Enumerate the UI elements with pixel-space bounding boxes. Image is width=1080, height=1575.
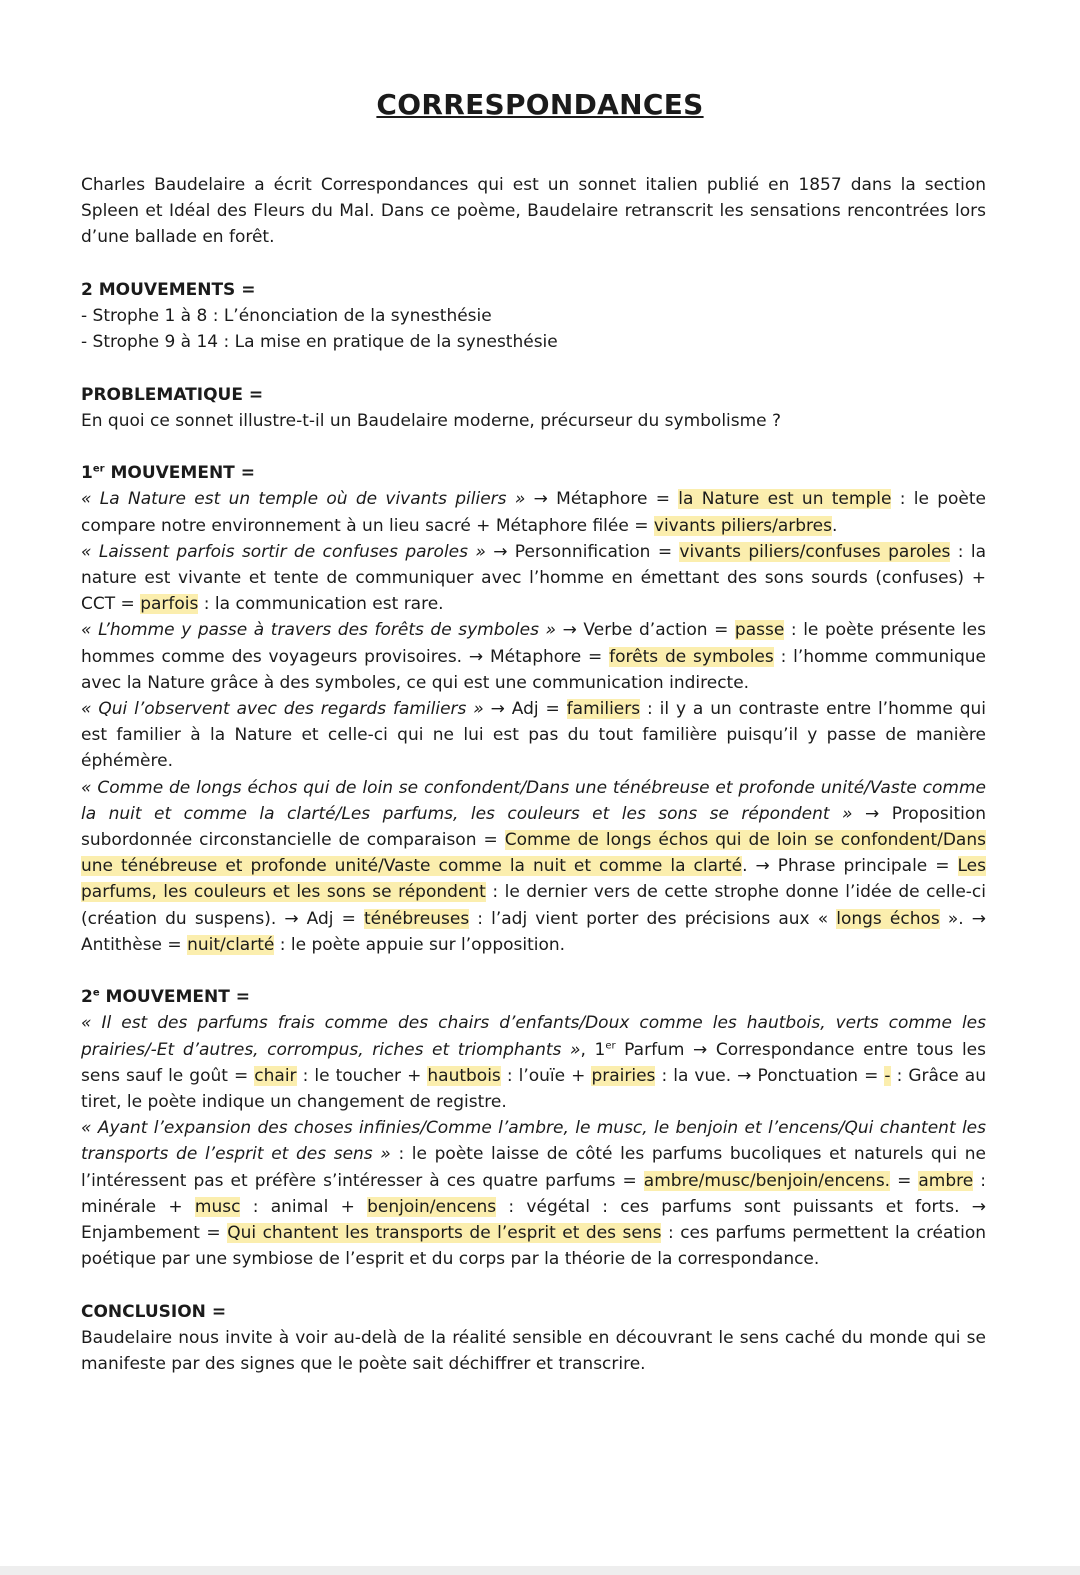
problematique-heading: PROBLEMATIQUE = bbox=[81, 384, 264, 405]
first-movement-heading: 1er MOUVEMENT = bbox=[81, 463, 255, 484]
page-bottom-edge bbox=[0, 1566, 1080, 1575]
conclusion-text: Baudelaire nous invite à voir au-delà de la réalité sensible en découvrant le sens caché du monde qui se manifeste par des signes que le poète sait déchiffrer et transcrire. bbox=[81, 1327, 986, 1375]
problematique-text: En quoi ce sonnet illustre-t-il un Baudelaire moderne, précurseur du symbolisme ? bbox=[81, 410, 782, 431]
analysis-nature-temple: « La Nature est un temple où de vivants piliers » → Métaphore = la Nature est un temple : le poète compare notre environnement à un lieu sacré + Métaphore filée = vivants piliers/arbres. bbox=[81, 489, 986, 536]
analysis-regards-familiers: « Qui l’observent avec des regards familiers » → Adj = familiers : il y a un contraste entre l’homme qui est familier à la Nature et celle-ci qui ne lui est pas du tout familière puisqu’il y passe de manière éphémère. bbox=[81, 699, 987, 772]
analysis-choses-infinies: « Ayant l’expansion des choses infinies/Comme l’ambre, le musc, le benjoin et l’encens/Qui chantent les transports de l’esprit et des sens » : le poète laisse de côté les parfums bucoliques et naturels qui ne l’intéressent pas et préfère s’intéresser à ces quatre parfums = ambre/musc/benjoin/encens. = ambre : minérale + musc : animal + benjoin/encens : végétal : ces parfums sont puissants et forts. → Enjambement = Qui chantent les transports de l’esprit et des sens : ces parfums permettent la création poétique par une symbiose de l’esprit et du corps par la théorie de la correspondance. bbox=[81, 1118, 986, 1270]
analysis-confuses-paroles: « Laissent parfois sortir de confuses paroles » → Personnification = vivants piliers/confuses paroles : la nature est vivante et tente de communiquer avec l’homme en émettant des sons sourds (confuses) + CCT = parfois : la communication est rare. bbox=[81, 541, 986, 615]
movement-item-2: - Strophe 9 à 14 : La mise en pratique de la synesthésie bbox=[81, 332, 558, 353]
document-title: CORRESPONDANCES bbox=[376, 88, 704, 121]
document-body bbox=[81, 172, 986, 1377]
conclusion-heading: CONCLUSION = bbox=[81, 1301, 227, 1322]
movement-item-1: - Strophe 1 à 8 : L’énonciation de la synesthésie bbox=[81, 306, 492, 326]
intro-paragraph: Charles Baudelaire a écrit Correspondances qui est un sonnet italien publié en 1857 dans la section Spleen et Idéal des Fleurs du Mal. Dans ce poème, Baudelaire retranscrit les sensations rencontrées lors d’une ballade en forêt. bbox=[81, 175, 986, 248]
analysis-forets-symboles: « L’homme y passe à travers des forêts de symboles » → Verbe d’action = passe : le poète présente les hommes comme des voyageurs provisoires. → Métaphore = forêts de symboles : l’homme communique avec la Nature grâce à des symboles, ce qui est une communication indirecte. bbox=[81, 620, 987, 693]
second-movement-heading: 2e MOUVEMENT = bbox=[81, 987, 251, 1008]
analysis-longs-echos: « Comme de longs échos qui de loin se confondent/Dans une ténébreuse et profonde unité/Vaste comme la nuit et comme la clarté/Les parfums, les couleurs et les sons se répondent » → Proposition subordonnée circonstancielle de comparaison = Comme de longs échos qui de loin se confondent/Dans une ténébreuse et profonde unité/Vaste comme la nuit et comme la clarté. → Phrase principale = Les parfums, les couleurs et les sons se répondent : le dernier vers de cette strophe donne l’idée de celle-ci (création du suspens). → Adj = ténébreuses : l’adj vient porter des précisions aux « longs échos ». → Antithèse = nuit/clarté : le poète appuie sur l’opposition. bbox=[81, 777, 987, 955]
movements-heading: 2 MOUVEMENTS = bbox=[81, 279, 256, 300]
analysis-parfums-frais: « Il est des parfums frais comme des chairs d’enfants/Doux comme les hautbois, verts comme les prairies/-Et d’autres, corrompus, riches et triomphants », 1er Parfum → Correspondance entre tous les sens sauf le goût = chair : le toucher + hautbois : l’ouïe + prairies : la vue. → Ponctuation = - : Grâce au tiret, le poète indique un changement de registre. bbox=[81, 1013, 986, 1113]
